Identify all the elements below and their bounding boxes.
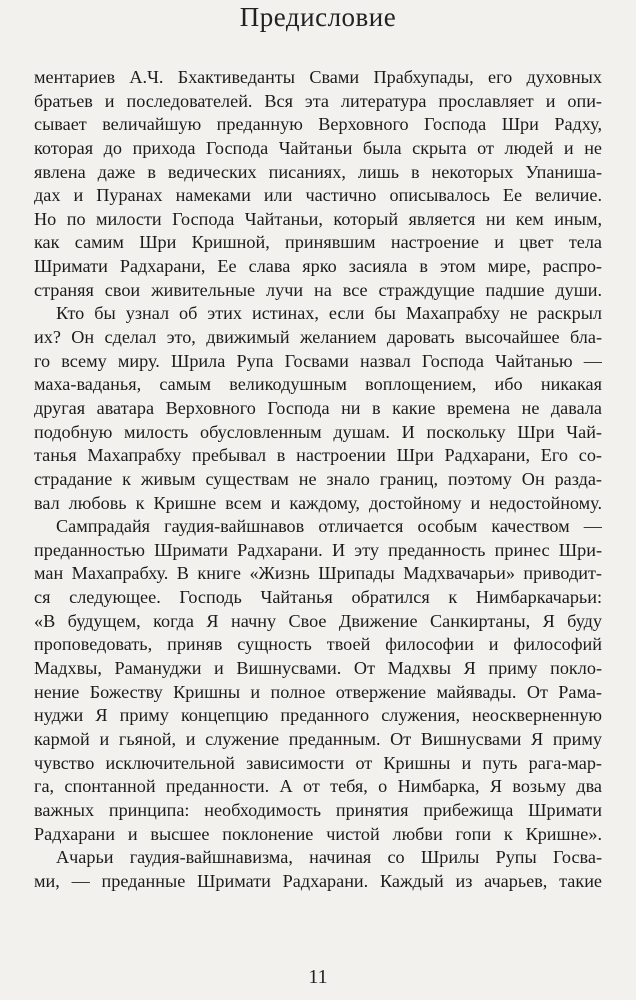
text-line: Мадхвы, Рамануджи и Вишнусвами. От Мадхвы Я приму покло- xyxy=(34,658,602,679)
text-line: «В будущем, когда Я начну Свое Движение Санкиртаны, Я буду xyxy=(34,610,602,631)
text-line: чувство исключительной зависимости от Кришны и путь рага-мар- xyxy=(34,752,602,773)
text-line: Кто бы узнал об этих истинах, если бы Махапрабху не раскрыл xyxy=(56,303,602,324)
text-line: нуджи Я приму концепцию преданного служения, неоскверненную xyxy=(34,705,602,726)
text-line: ми, — преданные Шримати Радхарани. Каждый из ачарьев, такие xyxy=(34,870,602,891)
text-line: страдание к живым существам не знало границ, поэтому Он разда- xyxy=(34,468,602,489)
text-line: Радхарани и высшее поклонение чистой любви гопи к Кришне». xyxy=(34,823,602,844)
text-line: Но по милости Господа Чайтаньи, который является ни кем иным, xyxy=(34,208,602,229)
text-line: го всему миру. Шрила Рупа Госвами назвал Господа Чайтанью — xyxy=(34,350,602,371)
text-line: танья Махапрабху пребывал в настроении Шри Радхарани, Его со- xyxy=(34,445,602,466)
text-line: другая аватара Верховного Господа ни в какие времена не давала xyxy=(34,397,602,418)
text-line: маха-ваданья, самым великодушным воплощением, ибо никакая xyxy=(34,374,602,395)
text-line: Шримати Радхарани, Ее слава ярко засияла в этом мире, распро- xyxy=(34,256,602,277)
text-line: их? Он сделал это, движимый желанием даровать высочайшее бла- xyxy=(34,327,602,348)
text-line: преданностью Шримати Радхарани. И эту преданность принес Шри- xyxy=(34,539,602,560)
text-line: важных принципа: необходимость принятия прибежища Шримати xyxy=(34,799,602,820)
text-line: га, спонтанной преданности. А от тебя, о Нимбарка, Я возьму два xyxy=(34,776,602,797)
page-number: 11 xyxy=(308,966,328,988)
text-line: дах и Пуранах намеками или частично описывалось Ее величие. xyxy=(34,185,602,206)
text-line: как самим Шри Кришной, принявшим настроение и цвет тела xyxy=(34,232,602,253)
text-line: кармой и гьяной, и служение преданным. От Вишнусвами Я приму xyxy=(34,728,602,749)
text-line: которая до прихода Господа Чайтаньи была скрыта от людей и не xyxy=(34,137,602,158)
text-line: Ачарьи гаудия-вайшнавизма, начиная со Шрилы Рупы Госва- xyxy=(56,847,602,868)
running-title: Предисловие xyxy=(239,2,397,32)
text-line: явлена даже в ведических писаниях, лишь в некоторых Упаниша- xyxy=(34,161,602,182)
text-line: ся следующее. Господь Чайтанья обратился к Нимбаркачарьи: xyxy=(34,587,602,608)
text-line: ментариев А.Ч. Бхактиведанты Свами Прабхупады, его духовных xyxy=(34,67,602,87)
text-line: вал любовь к Кришне всем и каждому, достойному и недостойному. xyxy=(34,492,602,513)
text-line: нение Божеству Кришны и полное отвержение майявады. От Рама- xyxy=(34,681,602,702)
body-text xyxy=(34,66,602,893)
text-line: Сампрадайя гаудия-вайшнавов отличается особым качеством — xyxy=(56,516,602,537)
text-line: ман Махапрабху. В книге «Жизнь Шрипады Мадхвачарьи» приводит- xyxy=(34,563,602,584)
text-line: подобную милость обусловленным душам. И поскольку Шри Чай- xyxy=(34,421,602,442)
text-line: братьев и последователей. Вся эта литература прославляет и опи- xyxy=(34,90,602,111)
text-line: страняя свои живительные лучи на все страждущие падшие души. xyxy=(34,279,602,300)
text-line: проповедовать, приняв сущность твоей философии и философий xyxy=(34,634,602,655)
text-line: сывает величайшую преданную Верховного Господа Шри Радху, xyxy=(34,114,602,135)
